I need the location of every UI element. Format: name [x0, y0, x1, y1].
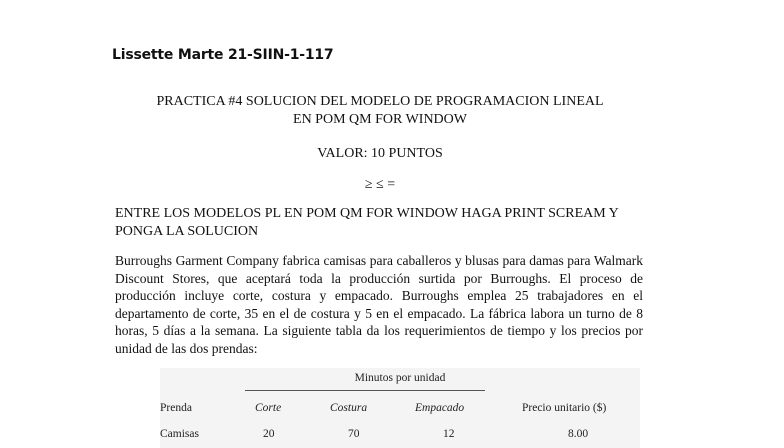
col-header-prenda: Prenda: [160, 402, 192, 414]
title-line-2: EN POM QM FOR WINDOW: [293, 112, 467, 127]
requirements-table: [160, 368, 640, 448]
problem-paragraph: Burroughs Garment Company fabrica camisas para caballeros y blusas para damas para Walmark Discount Stores, que aceptará toda la producción surtida por Burroughs. El proceso de producción incluye corte, costura y empacado. Burroughs emplea 25 trabajadores en el departamento de corte, 35 en el de costura y 5 en el empacado. La fábrica labora un turno de 8 horas, 5 días a la semana. La siguiente tabla da los requerimientos de tiempo y los precios por unidad de las dos prendas:: [115, 253, 643, 356]
practice-title: [110, 93, 650, 129]
author-name: Lissette Marte 21-SIIN-1-117: [112, 47, 334, 63]
group-underline: [245, 390, 485, 391]
symbols-line: ≥ ≤ =: [364, 177, 396, 192]
col-header-corte: Corte: [255, 402, 282, 414]
instruction-heading: ENTRE LOS MODELOS PL EN POM QM FOR WINDOW HAGA PRINT SCREAM Y PONGA LA SOLUCION: [115, 206, 619, 239]
col-header-costura: Costura: [330, 402, 368, 414]
table-cell-corte: 20: [263, 428, 275, 440]
table-group-header: Minutos por unidad: [354, 372, 446, 384]
table-cell-costura: 70: [348, 428, 360, 440]
table-cell-prenda: Camisas: [160, 428, 199, 440]
table-cell-empacado: 12: [443, 428, 455, 440]
table-cell-precio: 8.00: [568, 428, 589, 440]
title-line-1: PRACTICA #4 SOLUCION DEL MODELO DE PROGRAMACION LINEAL: [156, 94, 604, 109]
col-header-precio: Precio unitario ($): [522, 402, 607, 414]
value-line: VALOR: 10 PUNTOS: [317, 146, 443, 161]
col-header-empacado: Empacado: [415, 402, 465, 414]
